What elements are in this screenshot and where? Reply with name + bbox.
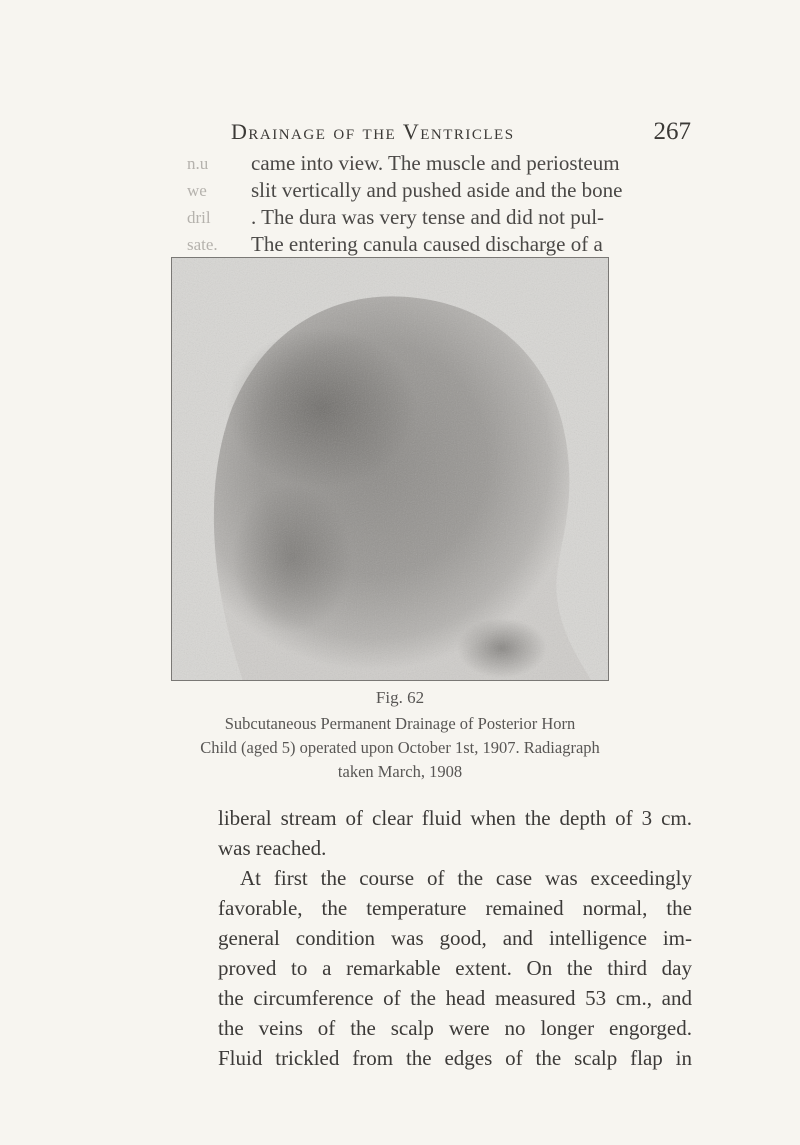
caption-line: Subcutaneous Permanent Drainage of Posterior Horn xyxy=(224,714,576,733)
text-line: the circumference of the head measured 53 cm., and xyxy=(218,986,692,1010)
radiograph-image xyxy=(171,257,609,681)
figure-label: Fig. 62 xyxy=(375,688,425,707)
caption-line: Child (aged 5) operated upon October 1st, 1907. Radiagraph xyxy=(200,738,600,757)
left-margin-fragments xyxy=(187,150,218,258)
text-line: general condition was good, and intelligence im- xyxy=(218,926,692,950)
figure-caption xyxy=(100,686,700,784)
text-line: Fluid trickled from the edges of the scalp flap in xyxy=(218,1046,692,1070)
margin-fragment: sate. xyxy=(187,235,218,254)
text-line: At first the course of the case was exceedingly xyxy=(240,866,692,890)
text-line: came into view. The muscle and periosteum xyxy=(251,151,620,175)
page-number: 267 xyxy=(653,118,691,145)
body-paragraph xyxy=(218,803,692,1073)
radiograph-illustration xyxy=(172,258,609,681)
text-line: was reached. xyxy=(218,836,327,860)
running-header xyxy=(231,118,691,146)
text-line: favorable, the temperature remained normal, the xyxy=(218,896,692,920)
caption-line: taken March, 1908 xyxy=(337,762,463,781)
margin-fragment: dril xyxy=(187,208,211,227)
text-line: liberal stream of clear fluid when the depth of 3 cm. xyxy=(218,806,692,830)
margin-fragment: n.u xyxy=(187,154,209,173)
margin-fragment: we xyxy=(187,181,207,200)
running-header-title: Drainage of the Ventricles xyxy=(231,119,515,144)
text-line: slit vertically and pushed aside and the bone xyxy=(251,178,623,202)
text-line: the veins of the scalp were no longer engorged. xyxy=(218,1016,692,1040)
text-line: proved to a remarkable extent. On the third day xyxy=(218,956,692,980)
text-line: The entering canula caused discharge of a xyxy=(251,232,603,256)
top-paragraph xyxy=(251,150,711,258)
text-line: . The dura was very tense and did not pul- xyxy=(251,205,605,229)
